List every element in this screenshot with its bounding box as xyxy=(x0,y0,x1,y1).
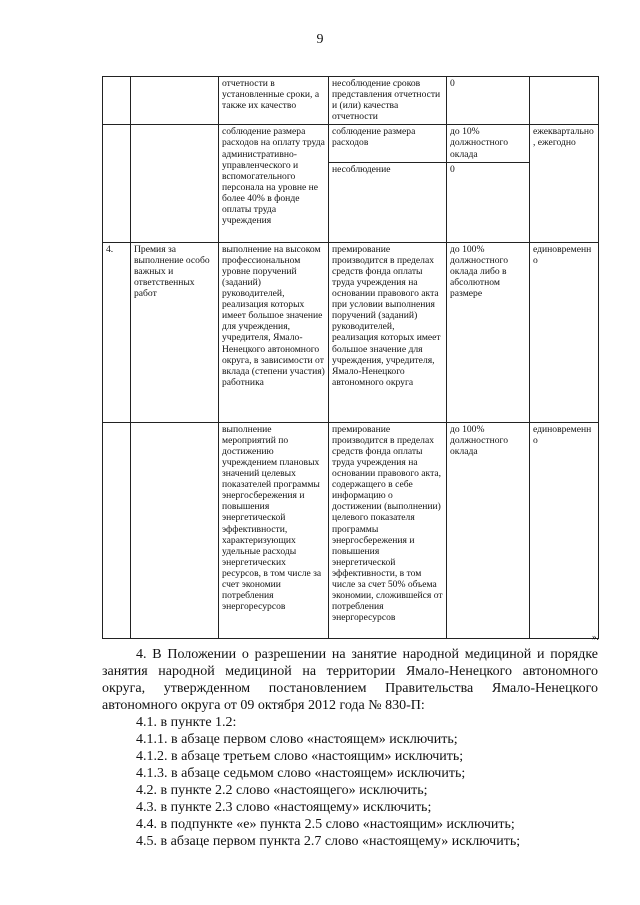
bonus-name-cell xyxy=(131,422,219,638)
amount-cell: до 100% должностного оклада либо в абсолютном размере xyxy=(447,242,530,422)
bonus-name-cell xyxy=(131,77,219,125)
period-cell: ежеквартально, ежегодно xyxy=(530,125,599,242)
amount-cell: до 100% должностного оклада xyxy=(447,422,530,638)
page-number: 9 xyxy=(316,32,324,47)
amendment-item: 4.4. в подпункте «е» пункта 2.5 слово «настоящим» исключить; xyxy=(136,817,515,832)
period-cell xyxy=(530,77,599,125)
period-cell: единовременно xyxy=(530,242,599,422)
condition-cell: соблюдение размера расходов xyxy=(329,125,447,162)
amendment-item: 4.1. в пункте 1.2: xyxy=(136,715,237,730)
criterion-cell: выполнение мероприятий по достижению учреждением плановых значений целевых показателей программы энергосбережения и повышения энергетической эффективности, характеризующих удельные расходы энергетических ресурсов, в том числе за счет экономии потребления энергоресурсов xyxy=(219,422,329,638)
amendment-item: 4.2. в пункте 2.2 слово «настоящего» исключить; xyxy=(136,783,428,798)
amendment-item: 4.3. в пункте 2.3 слово «настоящему» исключить; xyxy=(136,800,432,815)
table-row xyxy=(103,422,599,638)
row-number-cell xyxy=(103,125,131,242)
condition-cell: премирование производится в пределах средств фонда оплаты труда учреждения на основании правового акта, содержащего в себе информацию о достижении (выполнении) целевого показателя программы энергосбережения и повышения энергетической эффективности, в том числе за счет 50% объема экономии, сложившейся от потребления энергоресурсов xyxy=(329,422,447,638)
period-cell: единовременно xyxy=(530,422,599,638)
amendment-item: 4.1.3. в абзаце седьмом слово «настоящем» исключить; xyxy=(136,766,466,781)
row-number-cell xyxy=(103,77,131,125)
criterion-cell: выполнение на высоком профессиональном уровне поручений (заданий) руководителей, реализация которых имеет большое значение для учреждения, учредителя, Ямало-Ненецкого автономного округа, в зависимости от вклада (степени участия) работника xyxy=(219,242,329,422)
criterion-cell: отчетности в установленные сроки, а также их качество xyxy=(219,77,329,125)
condition-cell: несоблюдение xyxy=(329,162,447,242)
amendment-item: 4.1.1. в абзаце первом слово «настоящем» исключить; xyxy=(136,732,458,747)
condition-cell: премирование производится в пределах средств фонда оплаты труда учреждения на основании правового акта при условии выполнения поручений (заданий) руководителей, реализация которых имеет большое значение для учреждения, учредителя, Ямало-Ненецкого автономного округа xyxy=(329,242,447,422)
table-row xyxy=(103,242,599,422)
payment-criteria-table xyxy=(102,76,599,639)
amendment-text xyxy=(102,646,598,850)
bonus-name-cell xyxy=(131,125,219,242)
row-number-cell: 4. xyxy=(103,242,131,422)
closing-quote-mark: ». xyxy=(592,632,599,642)
amount-cell: до 10% должностного оклада xyxy=(447,125,530,162)
condition-cell: несоблюдение сроков представления отчетности и (или) качества отчетности xyxy=(329,77,447,125)
amount-cell: 0 xyxy=(447,77,530,125)
bonus-name-cell: Премия за выполнение особо важных и ответственных работ xyxy=(131,242,219,422)
row-number-cell xyxy=(103,422,131,638)
table-row xyxy=(103,125,599,162)
criterion-cell: соблюдение размера расходов на оплату труда административно-управленческого и вспомогательного персонала на уровне не более 40% в фонде оплаты труда учреждения xyxy=(219,125,329,242)
table-row xyxy=(103,77,599,125)
amount-cell: 0 xyxy=(447,162,530,242)
amendment-item: 4.1.2. в абзаце третьем слово «настоящим» исключить; xyxy=(136,749,464,764)
amendment-item: 4.5. в абзаце первом пункта 2.7 слово «настоящему» исключить; xyxy=(136,834,521,849)
amendment-intro-paragraph: 4. В Положении о разрешении на занятие народной медициной и порядке занятия народной медициной на территории Ямало-Ненецкого автономного округа, утвержденном постановлением Правительства Ямало-Ненецкого автономного округа от 09 октября 2012 года № 830-П: xyxy=(102,647,598,713)
